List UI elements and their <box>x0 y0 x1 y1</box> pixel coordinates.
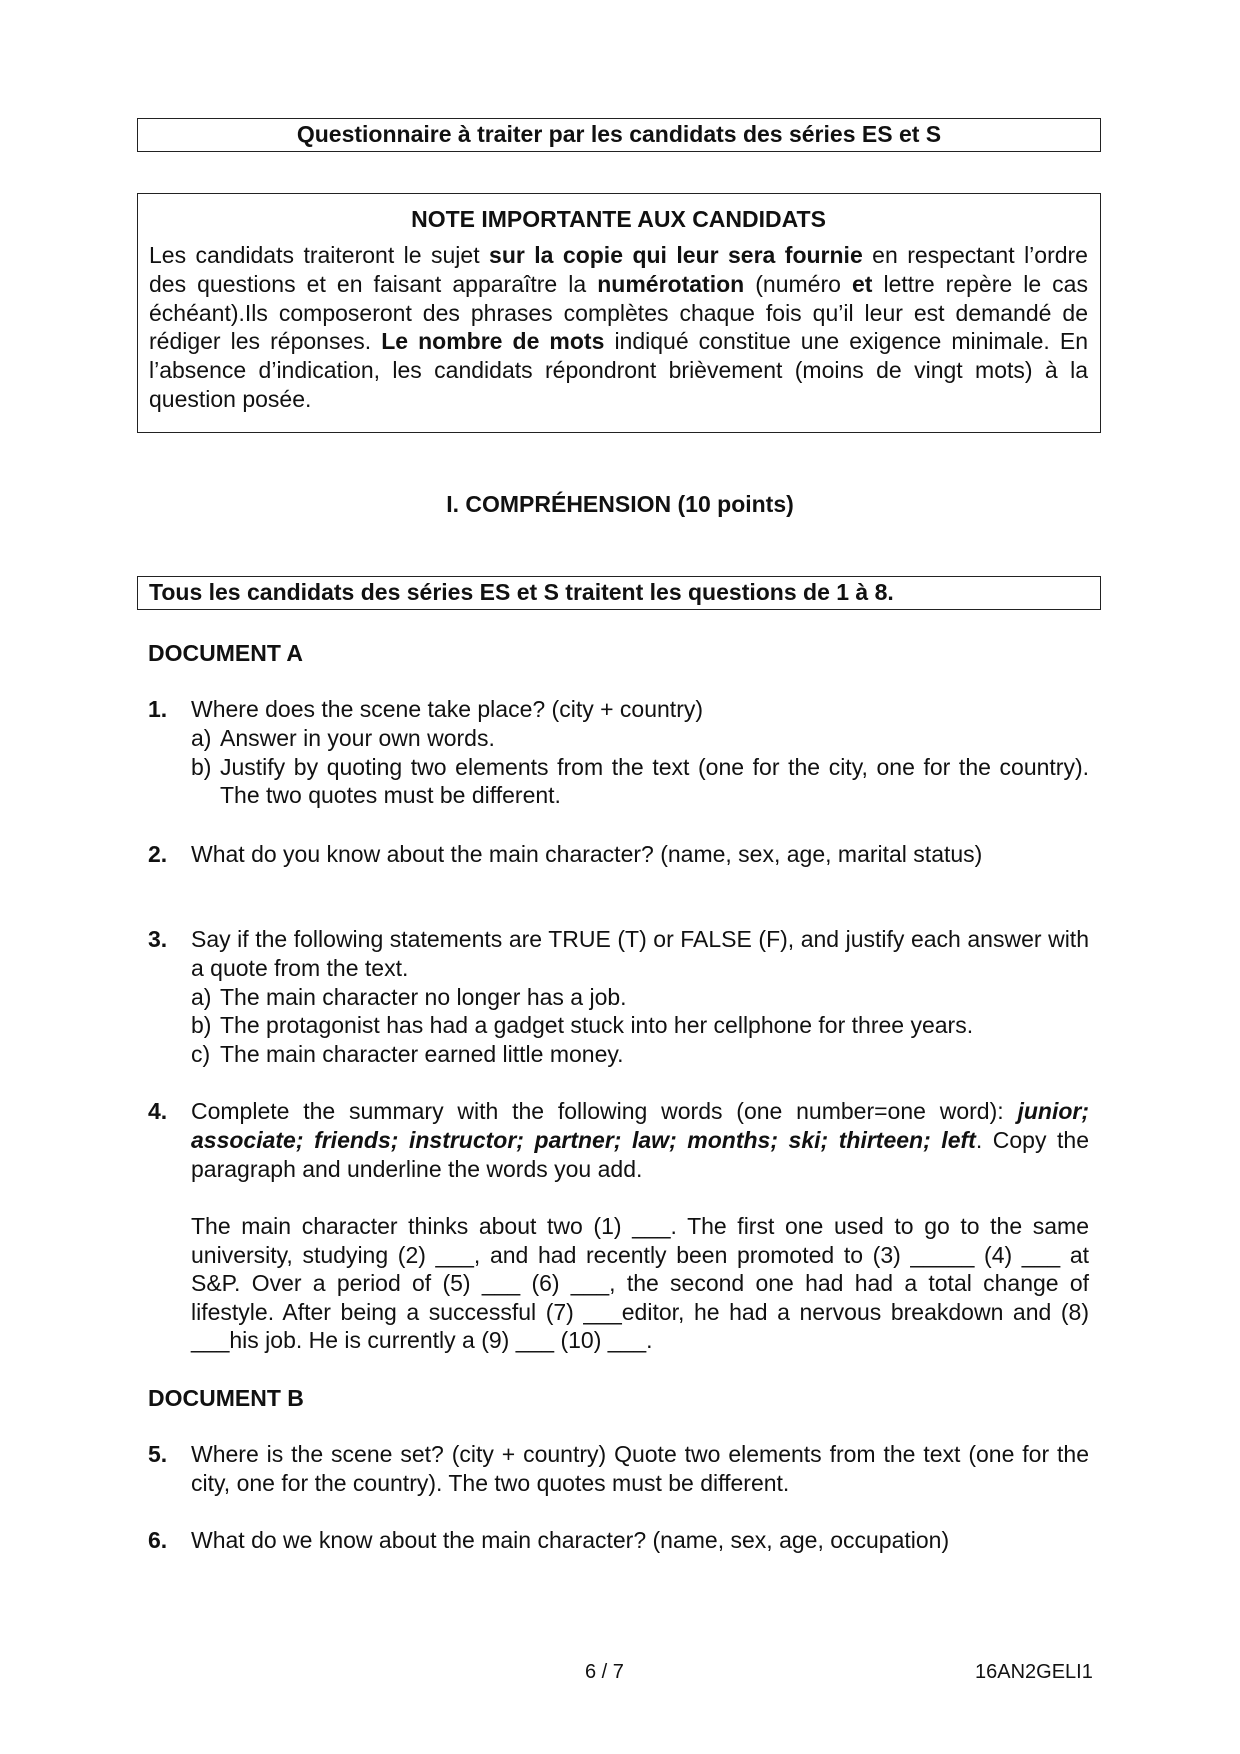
note-bold-3: et <box>851 270 873 297</box>
important-note-box <box>137 193 1101 433</box>
word-list: junior; associate; friends; instructor; partner; law; months; ski; thirteen; left <box>191 1098 1089 1153</box>
note-bold-4: Le nombre de mots <box>381 328 605 355</box>
questionnaire-title-box <box>137 118 1101 152</box>
note-text-4: lettre repère le cas échéant).Ils composeront des phrases complètes chaque fois qu’il leur est demandé de rédiger les réponses. <box>149 270 1088 355</box>
note-text-3: (numéro <box>744 270 852 297</box>
note-body <box>149 241 1088 414</box>
question-text: Where is the scene set? (city + country) Quote two elements from the text (one for the city, one for the country). The two quotes must be different. <box>191 1441 1089 1496</box>
page-number: 6 / 7 <box>585 1661 624 1683</box>
sub-label: b) <box>191 1012 212 1039</box>
question-6 <box>148 1526 1089 1555</box>
sub-question-a <box>191 724 1089 753</box>
sub-label: c) <box>191 1041 211 1068</box>
sub-question-b <box>191 1011 1089 1040</box>
sub-question-b <box>191 753 1089 811</box>
question-text: What do we know about the main character? (name, sex, age, occupation) <box>191 1527 950 1553</box>
sub-label: b) <box>191 753 212 780</box>
note-bold-1: sur la copie qui leur sera fournie <box>489 242 863 268</box>
sub-text: Answer in your own words. <box>220 724 495 751</box>
question-text: What do you know about the main character? (name, sex, age, marital status) <box>191 841 983 867</box>
question-number: 4. <box>148 1098 168 1124</box>
sub-text: The main character earned little money. <box>220 1041 624 1068</box>
instruction-box <box>137 576 1101 610</box>
note-text-1: Les candidats traiteront le sujet <box>149 242 490 268</box>
sub-text: The main character no longer has a job. <box>220 983 627 1010</box>
question-number: 2. <box>148 841 168 867</box>
sub-label: a) <box>191 983 212 1010</box>
document-a-title: DOCUMENT A <box>148 640 304 666</box>
question-number: 5. <box>148 1441 168 1467</box>
question-1 <box>148 695 1089 810</box>
summary-paragraph: The main character thinks about two (1) ___. The first one used to go to the same university, studying (2) ___, and had recently been promoted to (3) _____ (4) ___ at S&P. Over a period of (5) ___ (6) ___, the second one had had a total change of lifestyle. After being a successful (7) ___editor, he had a nervous breakdown and (8) ___his job. He is currently a (9) ___ (10) ___. <box>191 1213 1089 1354</box>
question-number: 6. <box>148 1527 168 1553</box>
note-text-2: en respectant l’ordre des questions et en faisant apparaître la <box>149 242 1088 297</box>
question-5 <box>148 1440 1089 1498</box>
question-3 <box>148 925 1089 1069</box>
document-b-title: DOCUMENT B <box>148 1385 304 1411</box>
sub-question-c <box>191 1040 1089 1069</box>
question-text <box>191 1097 1089 1183</box>
question-text-end: . Copy the paragraph and underline the words you add. <box>191 1126 1089 1182</box>
sub-text: Justify by quoting two elements from the text (one for the city, one for the country). The two quotes must be different. <box>220 753 1089 809</box>
question-number: 3. <box>148 926 168 952</box>
note-bold-2: numérotation <box>597 270 745 297</box>
question-number: 1. <box>148 696 168 722</box>
note-heading: NOTE IMPORTANTE AUX CANDIDATS <box>411 206 826 232</box>
sub-question-a <box>191 983 1089 1012</box>
question-text: Where does the scene take place? (city + country) <box>191 696 704 722</box>
question-2 <box>148 840 1089 869</box>
question-4 <box>148 1097 1089 1183</box>
sub-label: a) <box>191 724 212 751</box>
question-text: Say if the following statements are TRUE (T) or FALSE (F), and justify each answer with a quote from the text. <box>191 926 1089 981</box>
section-heading: I. COMPRÉHENSION (10 points) <box>446 491 794 517</box>
instruction-text: Tous les candidats des séries ES et S traitent les questions de 1 à 8. <box>149 579 894 605</box>
subject-code: 16AN2GELI1 <box>975 1661 1093 1683</box>
note-text-5: indiqué constitue une exigence minimale. En l’absence d’indication, les candidats répondront brièvement (moins de vingt mots) à la question posée. <box>149 328 1088 412</box>
question-text-start: Complete the summary with the following words (one number=one word): <box>191 1098 1018 1124</box>
questionnaire-title: Questionnaire à traiter par les candidats des séries ES et S <box>296 121 942 147</box>
sub-text: The protagonist has had a gadget stuck into her cellphone for three years. <box>220 1012 974 1039</box>
